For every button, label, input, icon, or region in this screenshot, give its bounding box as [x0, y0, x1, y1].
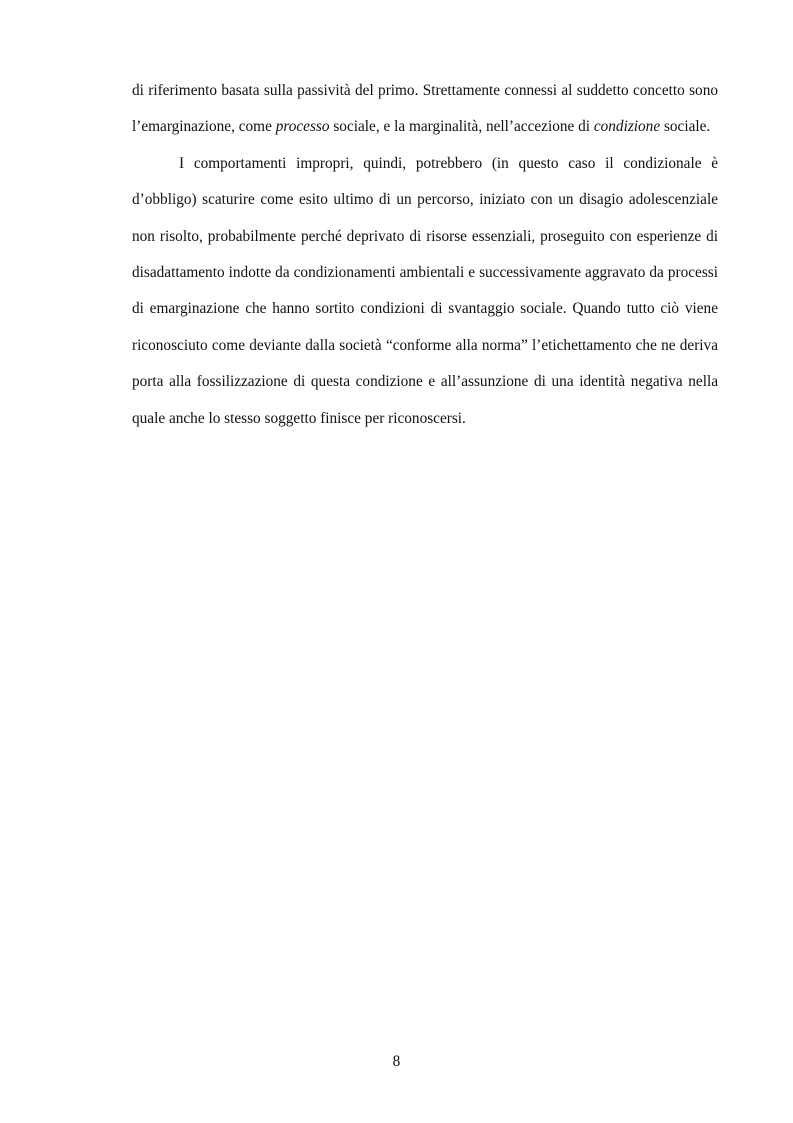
italic-term-condizione: condizione — [593, 118, 661, 136]
paragraph-comportamenti — [132, 146, 718, 437]
document-body — [132, 73, 718, 437]
paragraph-text: sociale, e la marginalità, nell’accezione di — [329, 118, 594, 136]
page-number: 8 — [392, 1053, 401, 1070]
paragraph-text: sociale. — [660, 118, 711, 136]
italic-term-processo: processo — [275, 118, 330, 136]
paragraph-continuation — [132, 73, 718, 146]
paragraph-text: di riferimento basata sulla passività del primo. Strettamente connessi al suddetto concetto sono l’emarginazione, come — [132, 82, 718, 136]
paragraph-text: I comportamenti impropri, quindi, potrebbero (in questo caso il condizionale è d’obbligo) scaturire come esito ultimo di un percorso, iniziato con un disagio adolescenziale non risolto, probabilmente perché deprivato di risorse essenziali, proseguito con esperienze di disadattamento indotte da condizionamenti ambientali e successivamente aggravato da processi di emarginazione che hanno sortito condizioni di svantaggio sociale. Quando tutto ciò viene riconosciuto come deviante dalla società “conforme alla norma” l’etichettamento che ne deriva porta alla fossilizzazione di questa condizione e all’assunzione di una identità negativa nella quale anche lo stesso soggetto finisce per riconoscersi. — [132, 154, 718, 427]
